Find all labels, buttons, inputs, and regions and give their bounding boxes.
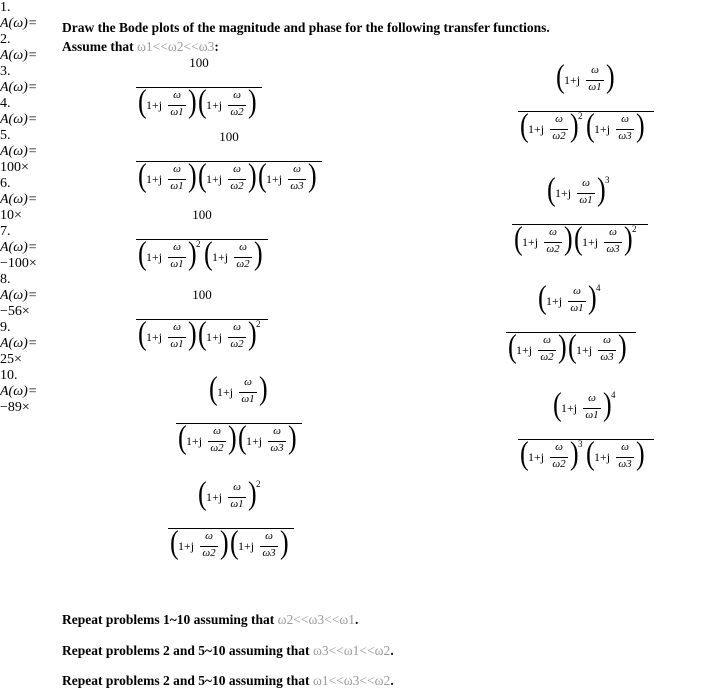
term-subscript-omega: ω2 [540,351,554,363]
term-omega: ω [173,89,181,101]
paren-right: ) [564,220,573,257]
term-subscript-omega: ω1 [170,106,184,118]
coefficient: 10× [0,208,22,223]
term-subscript-omega: ω1 [170,258,184,270]
repeat-line-2 [62,643,394,659]
term-prefix: 1+j [564,73,581,87]
function-label: A(ω)= [0,288,38,303]
paren-left: ( [520,107,529,144]
repeat-line-1 [62,612,358,628]
paren-right: ) [570,107,579,144]
paren-left: ( [138,157,147,194]
term-subscript-omega: ω1 [570,302,584,314]
term-subscript-omega: ω3 [262,547,276,559]
term-prefix: 1+j [594,450,611,464]
term-omega: ω [603,334,611,346]
paren-left: ( [198,157,207,194]
term-exponent: 4 [611,390,616,400]
term-subscript-omega: ω3 [290,180,304,192]
term-exponent: 3 [605,175,610,185]
term-prefix: 1+j [206,330,223,344]
paren-right: ) [288,419,297,456]
paren-left: ( [138,235,147,272]
term-exponent: 2 [256,319,261,329]
term-prefix: 1+j [206,490,223,504]
repeat-condition: ω1<<ω3<<ω2 [312,673,391,688]
paren-right: ) [220,524,229,561]
term-prefix: 1+j [178,539,195,553]
function-label: A(ω)= [0,144,38,159]
term-subscript-omega: ω1 [170,180,184,192]
paren-right: ) [248,475,257,512]
paren-left: ( [538,279,547,316]
term-prefix: 1+j [594,122,611,136]
heading-prefix: Assume that [62,39,138,54]
term-omega: ω [244,376,252,388]
numerator: 100 [192,287,212,302]
heading-line-1: Draw the Bode plots of the magnitude and phase for the following transfer functions. [62,20,550,35]
term-prefix: 1+j [246,434,263,448]
paren-right: ) [606,58,615,95]
problem-number: 6. [0,176,11,191]
term-subscript-omega: ω2 [230,106,244,118]
paren-right: ) [588,279,597,316]
coefficient: 25× [0,352,22,367]
term-omega: ω [293,163,301,175]
term-prefix: 1+j [186,434,203,448]
paren-left: ( [138,315,147,352]
term-omega: ω [588,392,596,404]
term-prefix: 1+j [528,450,545,464]
repeat-suffix: . [390,673,394,688]
paren-right: ) [254,235,263,272]
paren-right: ) [603,386,612,423]
paren-right: ) [248,83,257,120]
term-subscript-omega: ω2 [546,243,560,255]
paren-right: ) [259,370,268,407]
paren-right: ) [188,83,197,120]
term-omega: ω [173,163,181,175]
paren-left: ( [586,435,595,472]
paren-left: ( [178,419,187,456]
term-omega: ω [213,425,221,437]
term-omega: ω [233,481,241,493]
term-omega: ω [555,441,563,453]
numerator: 100 [189,55,209,70]
problem-number: 10. [0,368,18,383]
coefficient: −56× [0,304,30,319]
term-subscript-omega: ω3 [606,243,620,255]
paren-right: ) [597,171,606,208]
paren-left: ( [198,83,207,120]
paren-left: ( [586,107,595,144]
paren-left: ( [204,235,213,272]
term-subscript-omega: ω1 [585,409,599,421]
coefficient: 100× [0,160,29,175]
paren-left: ( [258,157,267,194]
paren-left: ( [508,328,517,365]
repeat-condition: ω3<<ω1<<ω2 [312,643,391,658]
function-label: A(ω)= [0,192,38,207]
term-subscript-omega: ω2 [230,338,244,350]
term-omega: ω [621,113,629,125]
function-label: A(ω)= [0,16,38,31]
function-label: A(ω)= [0,112,38,127]
paren-right: ) [248,157,257,194]
term-prefix: 1+j [206,172,223,186]
coefficient: −100× [0,256,37,271]
term-subscript-omega: ω2 [202,547,216,559]
repeat-line-3 [62,673,394,689]
term-prefix: 1+j [146,250,163,264]
term-prefix: 1+j [146,98,163,112]
heading-suffix: : [214,39,219,54]
term-omega: ω [233,89,241,101]
paren-left: ( [170,524,179,561]
term-omega: ω [205,530,213,542]
paren-right: ) [618,328,627,365]
term-omega: ω [239,241,247,253]
repeat-prefix: Repeat problems 2 and 5~10 assuming that [62,673,313,688]
term-prefix: 1+j [146,330,163,344]
term-exponent: 2 [578,111,583,121]
term-prefix: 1+j [146,172,163,186]
paren-right: ) [636,435,645,472]
term-omega: ω [609,226,617,238]
paren-left: ( [568,328,577,365]
term-exponent: 2 [196,239,201,249]
term-omega: ω [582,177,590,189]
term-prefix: 1+j [522,235,539,249]
term-subscript-omega: ω2 [210,442,224,454]
paren-left: ( [138,83,147,120]
term-prefix: 1+j [546,294,563,308]
paren-right: ) [228,419,237,456]
term-exponent: 3 [578,439,583,449]
function-label: A(ω)= [0,240,38,255]
term-omega: ω [621,441,629,453]
problem-number: 4. [0,96,11,111]
term-exponent: 4 [596,283,601,293]
heading-condition: ω1<<ω2<<ω3 [137,39,215,54]
function-label: A(ω)= [0,384,38,399]
term-subscript-omega: ω1 [170,338,184,350]
term-subscript-omega: ω3 [618,130,632,142]
term-prefix: 1+j [212,250,229,264]
paren-right: ) [308,157,317,194]
term-subscript-omega: ω1 [588,81,602,93]
problem-number: 7. [0,224,11,239]
term-prefix: 1+j [206,98,223,112]
paren-left: ( [574,220,583,257]
paren-left: ( [556,58,565,95]
repeat-suffix: . [390,643,394,658]
numerator: 100 [192,207,212,222]
paren-left: ( [514,220,523,257]
problem-number: 8. [0,272,11,287]
term-omega: ω [543,334,551,346]
paren-right: ) [248,315,257,352]
fraction-bar [136,161,322,162]
problem-number: 3. [0,64,11,79]
term-omega: ω [591,64,599,76]
term-subscript-omega: ω1 [230,498,244,510]
repeat-prefix: Repeat problems 1~10 assuming that [62,612,278,627]
problem-number: 1. [0,0,11,15]
term-omega: ω [573,285,581,297]
term-subscript-omega: ω2 [230,180,244,192]
paren-left: ( [553,386,562,423]
term-omega: ω [233,321,241,333]
term-subscript-omega: ω3 [600,351,614,363]
fraction-bar [136,239,268,240]
term-subscript-omega: ω1 [241,393,255,405]
numerator: 100 [219,129,239,144]
repeat-condition: ω2<<ω3<<ω1 [277,612,356,627]
paren-right: ) [188,157,197,194]
paren-right: ) [636,107,645,144]
term-omega: ω [233,163,241,175]
problem-number: 5. [0,128,11,143]
paren-right: ) [624,220,633,257]
term-prefix: 1+j [238,539,255,553]
problem-number: 9. [0,320,11,335]
coefficient: −89× [0,400,30,415]
term-omega: ω [265,530,273,542]
function-label: A(ω)= [0,48,38,63]
repeat-prefix: Repeat problems 2 and 5~10 assuming that [62,643,313,658]
problem-number: 2. [0,32,11,47]
term-prefix: 1+j [582,235,599,249]
function-label: A(ω)= [0,80,38,95]
term-prefix: 1+j [516,343,533,357]
term-subscript-omega: ω2 [552,458,566,470]
paren-left: ( [520,435,529,472]
term-omega: ω [173,321,181,333]
term-prefix: 1+j [528,122,545,136]
term-prefix: 1+j [217,385,234,399]
heading-line-2 [62,37,219,56]
function-label: A(ω)= [0,336,38,351]
paren-left: ( [238,419,247,456]
term-subscript-omega: ω3 [270,442,284,454]
paren-left: ( [230,524,239,561]
term-subscript-omega: ω1 [579,194,593,206]
paren-right: ) [280,524,289,561]
term-omega: ω [555,113,563,125]
term-omega: ω [549,226,557,238]
repeat-suffix: . [355,612,359,627]
term-omega: ω [173,241,181,253]
term-prefix: 1+j [555,186,572,200]
paren-left: ( [198,315,207,352]
paren-right: ) [558,328,567,365]
paren-left: ( [198,475,207,512]
paren-left: ( [547,171,556,208]
paren-right: ) [188,235,197,272]
term-exponent: 2 [256,479,261,489]
paren-right: ) [188,315,197,352]
term-exponent: 2 [632,224,637,234]
term-omega: ω [273,425,281,437]
term-subscript-omega: ω2 [552,130,566,142]
term-subscript-omega: ω2 [236,258,250,270]
term-prefix: 1+j [266,172,283,186]
term-prefix: 1+j [576,343,593,357]
term-subscript-omega: ω3 [618,458,632,470]
paren-right: ) [570,435,579,472]
term-prefix: 1+j [561,401,578,415]
paren-left: ( [209,370,218,407]
